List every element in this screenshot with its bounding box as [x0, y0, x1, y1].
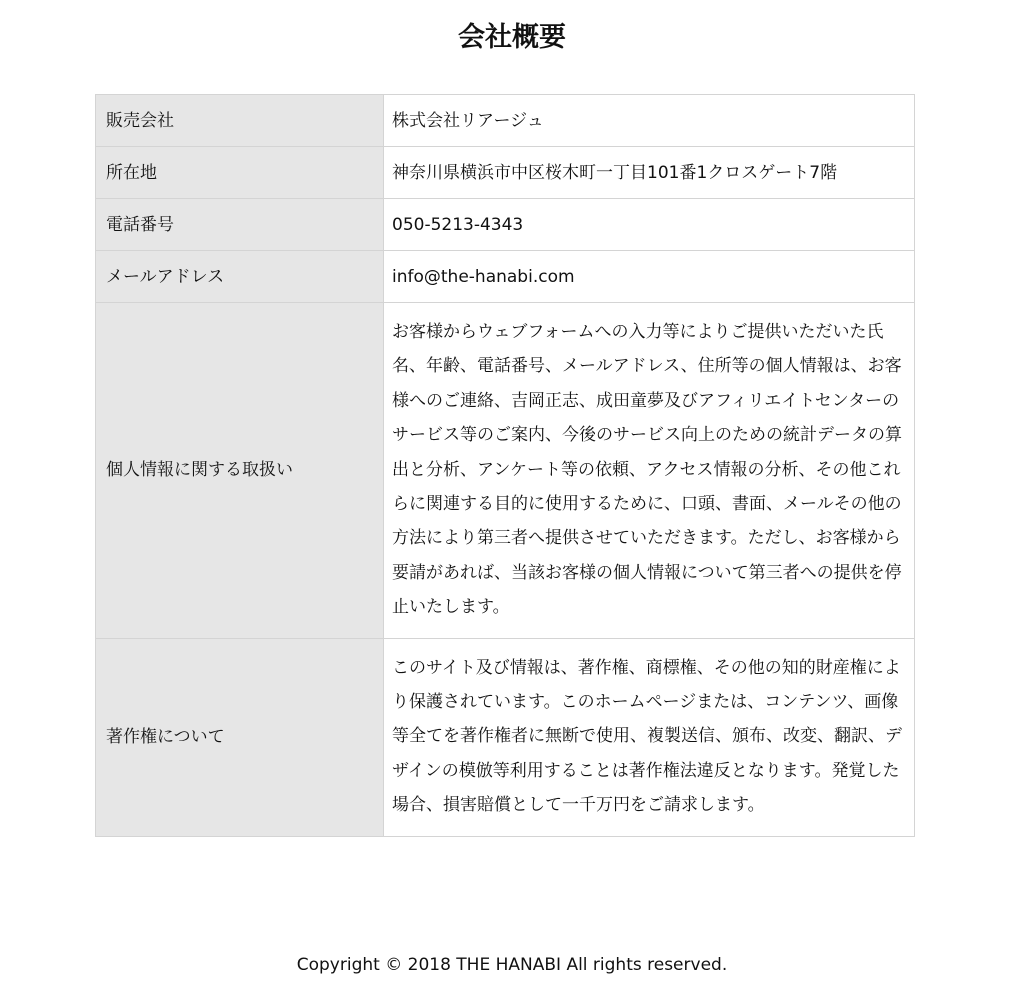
- table-row-copyright: [96, 638, 915, 836]
- phone-value: 050-5213-4343: [384, 199, 915, 251]
- table-row-privacy: [96, 303, 915, 639]
- company-info-table: [95, 94, 915, 837]
- seller-label: 販売会社: [96, 95, 384, 147]
- table-row-address: [96, 147, 915, 199]
- table-row-email: [96, 251, 915, 303]
- email-value: info@the-hanabi.com: [384, 251, 915, 303]
- privacy-label: 個人情報に関する取扱い: [96, 303, 384, 639]
- table-row-phone: [96, 199, 915, 251]
- copyright-policy-label: 著作権について: [96, 638, 384, 836]
- phone-label: 電話番号: [96, 199, 384, 251]
- address-value: 神奈川県横浜市中区桜木町一丁目101番1クロスゲート7階: [384, 147, 915, 199]
- page-title: 会社概要: [458, 22, 566, 53]
- email-label: メールアドレス: [96, 251, 384, 303]
- address-label: 所在地: [96, 147, 384, 199]
- privacy-value: お客様からウェブフォームへの入力等によりご提供いただいた氏名、年齢、電話番号、メールアドレス、住所等の個人情報は、お客様へのご連絡、吉岡正志、成田童夢及びアフィリエイトセンターのサービス等のご案内、今後のサービス向上のための統計データの算出と分析、アンケート等の依頼、アクセス情報の分析、その他これらに関連する目的に使用するために、口頭、書面、メールその他の方法により第三者へ提供させていただきます。ただし、お客様から要請があれば、当該お客様の個人情報について第三者への提供を停止いたします。: [384, 303, 915, 639]
- table-row-seller: [96, 95, 915, 147]
- copyright-policy-value: このサイト及び情報は、著作権、商標権、その他の知的財産権により保護されています。このホームページまたは、コンテンツ、画像等全てを著作権者に無断で使用、複製送信、頒布、改変、翻訳、デザインの模倣等利用することは著作権法違反となります。発覚した場合、損害賠償として一千万円をご請求します。: [384, 638, 915, 836]
- seller-value: 株式会社リアージュ: [384, 95, 915, 147]
- footer-copyright: Copyright © 2018 THE HANABI All rights reserved.: [296, 955, 728, 975]
